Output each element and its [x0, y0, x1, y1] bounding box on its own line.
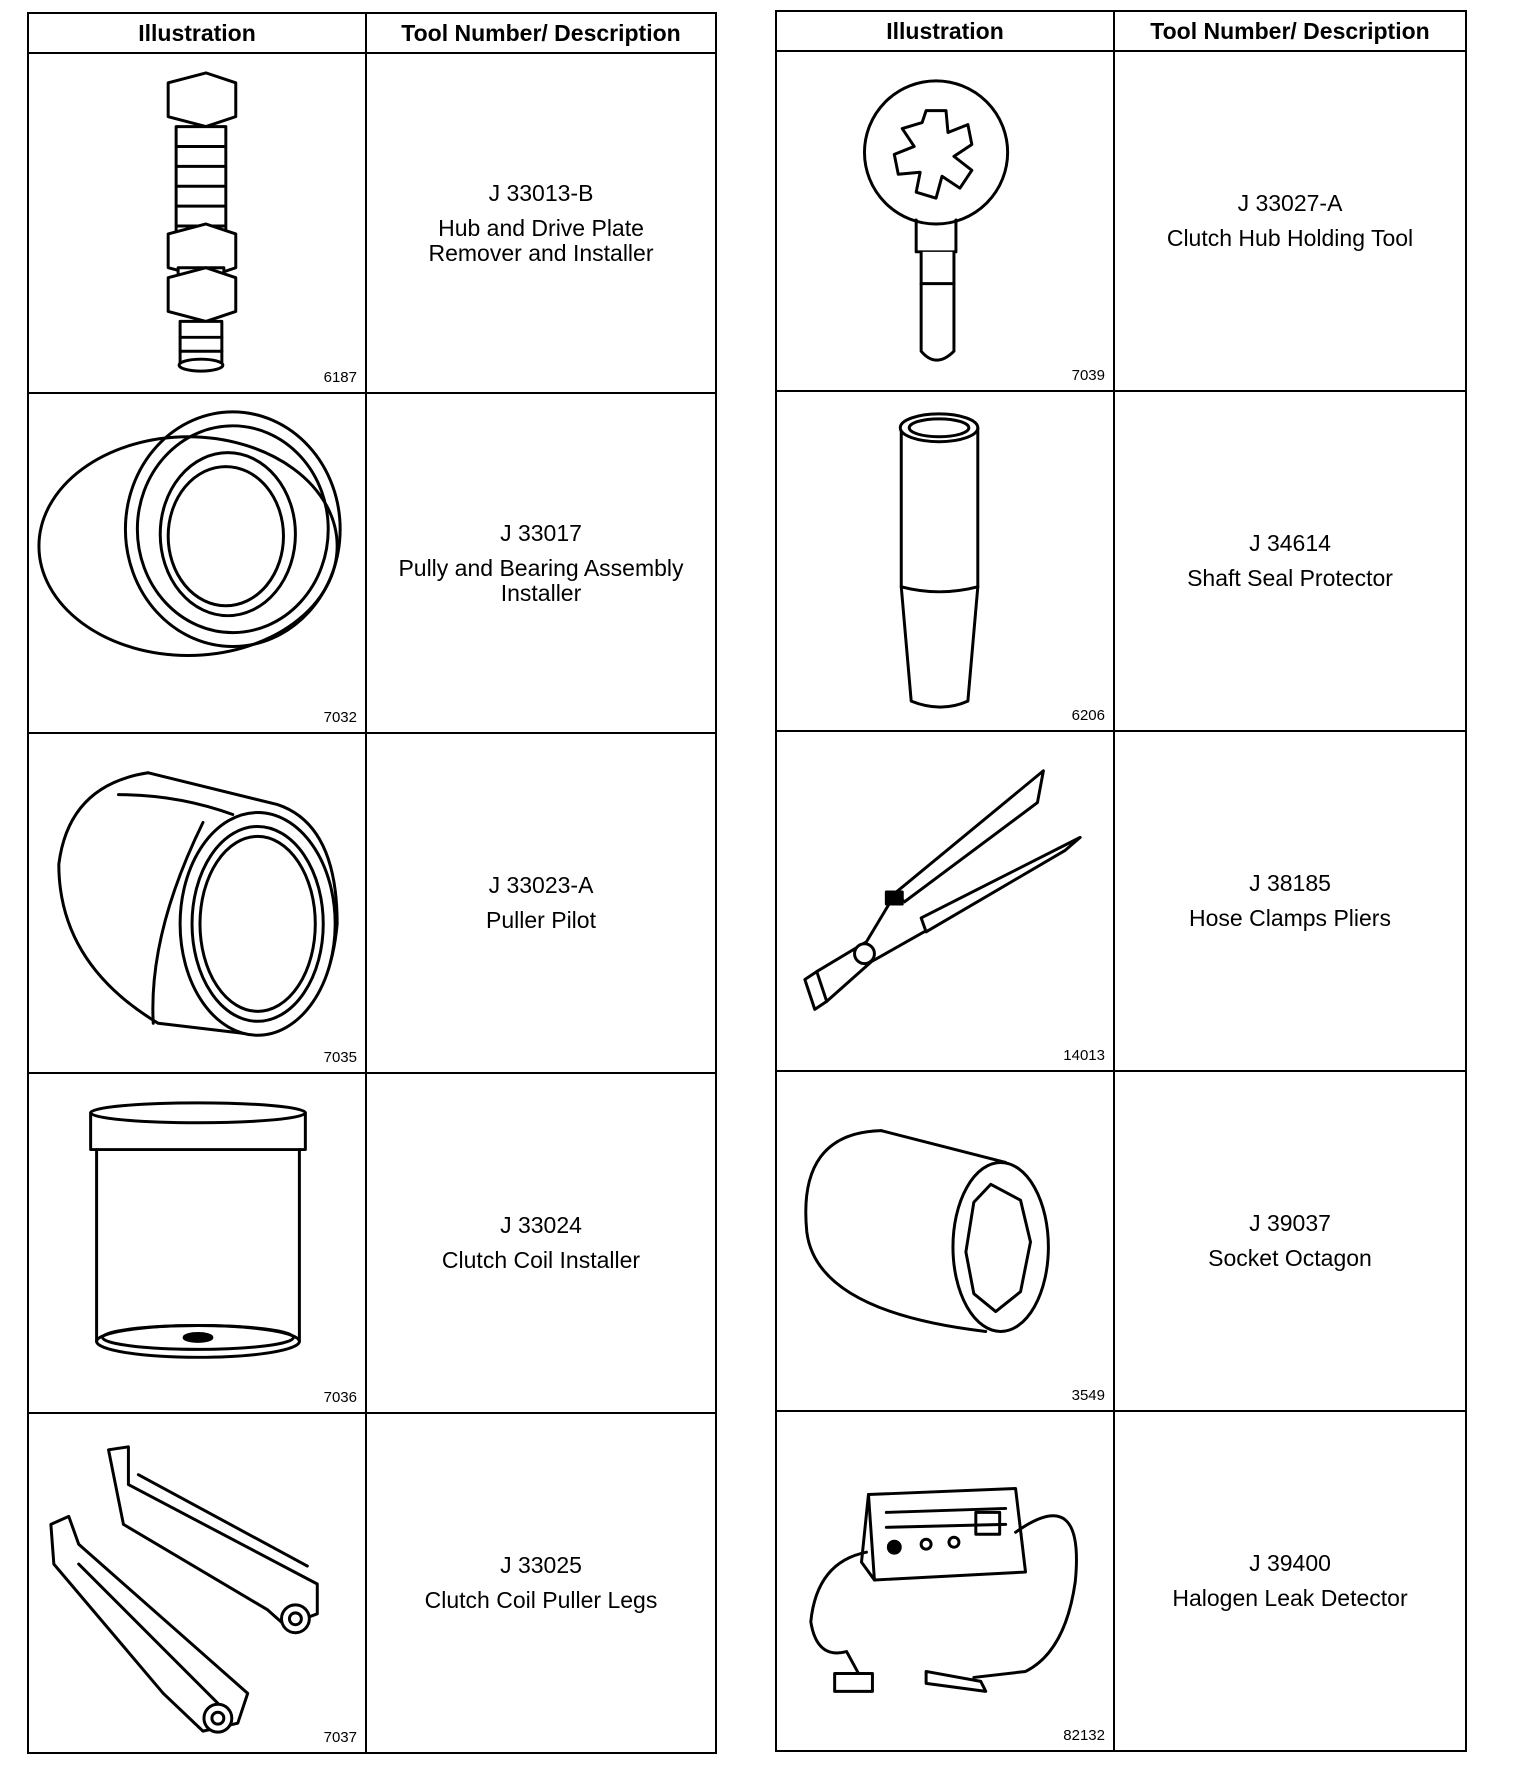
- tool-description-cell: [366, 53, 716, 393]
- figure-number: 7039: [1071, 367, 1105, 384]
- table-row: [776, 731, 1466, 1071]
- table-row: [776, 391, 1466, 731]
- tool-table-right: [775, 10, 1467, 1752]
- tool-description-cell: [1114, 1071, 1466, 1411]
- tool-description-cell: [366, 1413, 716, 1753]
- tool-number: J 33025: [500, 1552, 582, 1578]
- tool-table-left: [27, 12, 717, 1754]
- illustration-cell: [776, 391, 1114, 731]
- header-tool-description: Tool Number/ Description: [1114, 11, 1466, 51]
- illustration-cell: [776, 731, 1114, 1071]
- tool-number: J 39037: [1249, 1210, 1331, 1236]
- tool-description-cell: [1114, 1411, 1466, 1751]
- tool-name: Clutch Coil Puller Legs: [424, 1587, 658, 1613]
- illustration-cell: [776, 1411, 1114, 1751]
- pilot-cup-icon: [29, 734, 365, 1072]
- tool-number: J 33017: [500, 519, 582, 546]
- holding-wrench-icon: [777, 52, 1113, 390]
- tool-name: Clutch Hub Holding Tool: [1166, 225, 1414, 251]
- illustration-cell: [776, 1071, 1114, 1411]
- header-tool-description: Tool Number/ Description: [366, 13, 716, 53]
- illustration-cell: [28, 733, 366, 1073]
- octagon-socket-icon: [777, 1072, 1113, 1410]
- tool-description-cell: [366, 733, 716, 1073]
- tool-name: Clutch Coil Installer: [441, 1247, 641, 1273]
- bolt-puller-icon: [29, 54, 365, 392]
- illustration-cell: [28, 393, 366, 733]
- figure-number: 3549: [1071, 1387, 1105, 1404]
- tool-name: Halogen Leak Detector: [1172, 1585, 1408, 1611]
- tool-number: J 39400: [1249, 1550, 1331, 1576]
- illustration-cell: [28, 1073, 366, 1413]
- tool-name: Puller Pilot: [486, 907, 596, 933]
- figure-number: 14013: [1063, 1047, 1105, 1064]
- cylinder-installer-icon: [29, 1074, 365, 1412]
- tool-number: J 33024: [500, 1212, 582, 1238]
- illustration-cell: [776, 51, 1114, 391]
- table-row: [776, 1071, 1466, 1411]
- figure-number: 7036: [323, 1389, 357, 1406]
- illustration-cell: [28, 53, 366, 393]
- header-illustration: Illustration: [28, 13, 366, 53]
- table-row: [776, 1411, 1466, 1751]
- tool-number: J 33013-B: [488, 179, 594, 206]
- table-row: [28, 393, 716, 733]
- figure-number: 7035: [323, 1049, 357, 1066]
- puller-legs-icon: [29, 1414, 365, 1752]
- figure-number: 6187: [323, 369, 357, 386]
- tool-description-cell: [366, 1073, 716, 1413]
- tool-number: J 33023-A: [488, 872, 594, 898]
- pliers-icon: [777, 732, 1113, 1070]
- seal-protector-icon: [777, 392, 1113, 730]
- ring-installer-icon: [29, 394, 365, 732]
- tool-number: J 33027-A: [1237, 190, 1343, 216]
- tool-name: Shaft Seal Protector: [1187, 565, 1393, 591]
- tool-description-cell: [1114, 731, 1466, 1071]
- tool-name: Hose Clamps Pliers: [1189, 905, 1391, 931]
- tool-description-cell: [1114, 391, 1466, 731]
- tool-number: J 34614: [1249, 530, 1331, 556]
- tool-name: Pully and Bearing Assembly Installer: [398, 554, 684, 606]
- figure-number: 82132: [1063, 1727, 1105, 1744]
- figure-number: 6206: [1071, 707, 1105, 724]
- header-illustration: Illustration: [776, 11, 1114, 51]
- tool-name: Socket Octagon: [1208, 1245, 1372, 1271]
- table-row: [28, 733, 716, 1073]
- table-row: [28, 1413, 716, 1753]
- tool-description-cell: [366, 393, 716, 733]
- leak-detector-icon: [777, 1412, 1113, 1750]
- figure-number: 7032: [323, 709, 357, 726]
- tool-description-cell: [1114, 51, 1466, 391]
- tool-number: J 38185: [1249, 870, 1331, 896]
- table-row: [28, 53, 716, 393]
- table-row: [776, 51, 1466, 391]
- figure-number: 7037: [323, 1729, 357, 1746]
- table-row: [28, 1073, 716, 1413]
- tool-name: Hub and Drive Plate Remover and Installer: [428, 214, 654, 266]
- illustration-cell: [28, 1413, 366, 1753]
